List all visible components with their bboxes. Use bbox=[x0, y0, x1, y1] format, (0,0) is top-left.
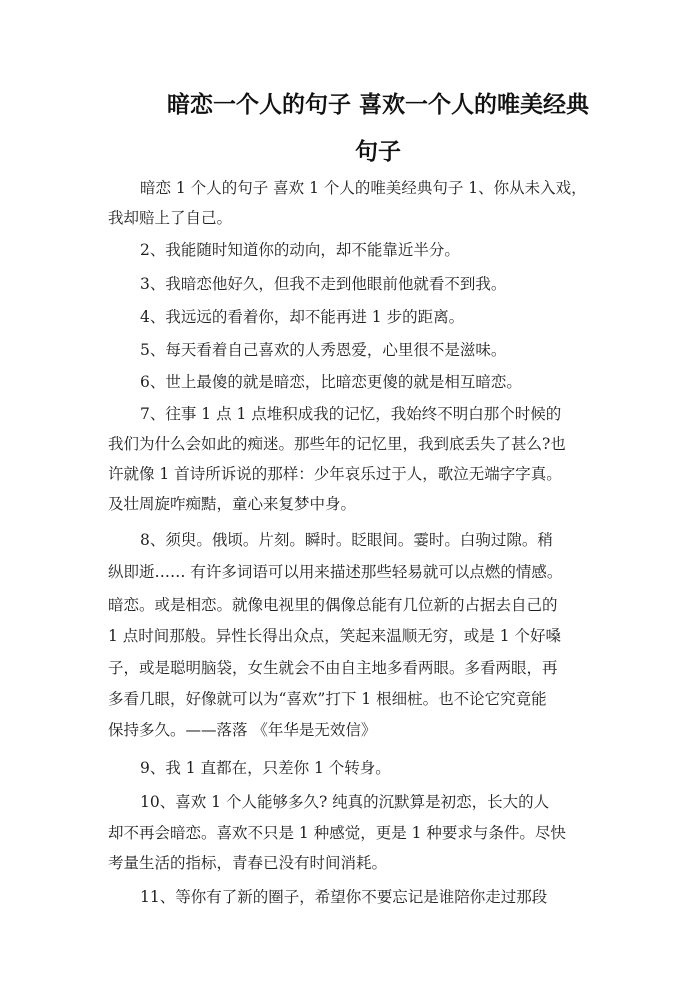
paragraph-line: 7、往事 1 点 1 点堆积成我的记忆，我始终不明白那个时候的 bbox=[140, 405, 562, 423]
document-title-line-1: 暗恋一个人的句子 喜欢一个人的唯美经典 bbox=[166, 92, 589, 118]
paragraph-line: 8、须臾。俄顷。片刻。瞬时。眨眼间。霎时。白驹过隙。稍 bbox=[140, 531, 553, 549]
paragraph-line: 许就像 1 首诗所诉说的那样：少年哀乐过于人，歌泣无端字字真。 bbox=[108, 465, 562, 483]
document-title-line-2: 句子 bbox=[355, 139, 401, 165]
paragraph-line: 却不再会暗恋。喜欢不只是 1 种感觉，更是 1 种要求与条件。尽快 bbox=[108, 824, 566, 842]
paragraph-line: 4、我远远的看着你，却不能再进 1 步的距离。 bbox=[140, 308, 465, 326]
paragraph-line: 子，或是聪明脑袋，女生就会不由自主地多看两眼。多看两眼，再 bbox=[108, 659, 558, 677]
paragraph-line: 纵即逝…… 有许多词语可以用来描述那些轻易就可以点燃的情感。 bbox=[108, 563, 563, 581]
paragraph-line: 2、我能随时知道你的动向，却不能靠近半分。 bbox=[140, 241, 460, 259]
paragraph-line: 1 点时间那般。异性长得出众点，笑起来温顺无穷，或是 1 个好嗓 bbox=[108, 627, 562, 645]
paragraph-line: 暗恋。或是相恋。就像电视里的偶像总能有几位新的占据去自己的 bbox=[108, 596, 558, 614]
paragraph-line: 我却赔上了自己。 bbox=[108, 209, 233, 227]
paragraph-line: 10、喜欢 1 个人能够多久? 纯真的沉默算是初恋，长大的人 bbox=[140, 793, 550, 811]
paragraph-line: 5、每天看着自己喜欢的人秀恩爱，心里很不是滋味。 bbox=[140, 341, 507, 359]
paragraph-line: 6、世上最傻的就是暗恋，比暗恋更傻的就是相互暗恋。 bbox=[140, 373, 522, 391]
paragraph-line: 9、我 1 直都在，只差你 1 个转身。 bbox=[140, 759, 391, 777]
paragraph-line: 多看几眼，好像就可以为“喜欢”打下 1 根细桩。也不论它究竟能 bbox=[108, 690, 547, 708]
paragraph-line: 及壮周旋咋痴黠，童心来复梦中身。 bbox=[108, 495, 357, 513]
paragraph-line: 暗恋 1 个人的句子 喜欢 1 个人的唯美经典句子 1、你从未入戏， bbox=[140, 179, 587, 197]
paragraph-line: 考量生活的指标，青春已没有时间消耗。 bbox=[108, 854, 388, 872]
paragraph-line: 我们为什么会如此的痴迷。那些年的记忆里，我到底丢失了甚么?也 bbox=[108, 435, 566, 453]
paragraph-line: 保持多久。——落落 《年华是无效信》 bbox=[108, 721, 377, 739]
paragraph-line: 11、等你有了新的圈子，希望你不要忘记是谁陪你走过那段 bbox=[140, 888, 548, 906]
paragraph-line: 3、我暗恋他好久，但我不走到他眼前他就看不到我。 bbox=[140, 275, 507, 293]
